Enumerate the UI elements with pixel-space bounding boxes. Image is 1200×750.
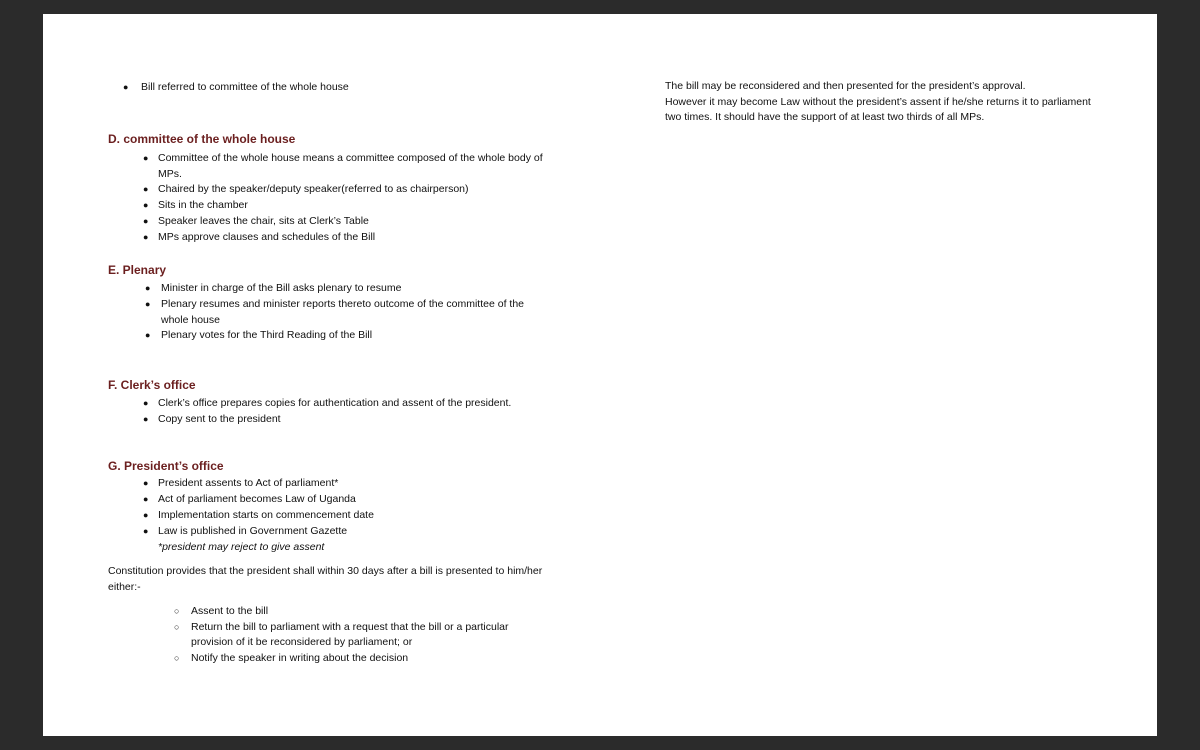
bullet-icon: ● [145,283,151,293]
section-e-item: Plenary resumes and minister reports thereto outcome of the committee of the [161,298,525,310]
document-page [43,14,1157,736]
constitution-paragraph-line: either:- [108,581,141,593]
section-d-item: Speaker leaves the chair, sits at Clerk’s Table [158,215,369,227]
right-paragraph-line: However it may become Law without the president’s assent if he/she returns it to parliament [665,96,1091,108]
option-item: Notify the speaker in writing about the decision [191,652,409,664]
intro-bullet-text: Bill referred to committee of the whole house [141,81,349,93]
circle-bullet-icon: ○ [174,653,180,663]
bullet-icon: ● [143,216,149,226]
bullet-icon: ● [143,494,149,504]
section-f-item: Clerk’s office prepares copies for authentication and assent of the president. [158,397,512,409]
section-d-heading: D. committee of the whole house [108,132,296,146]
bullet-icon: ● [143,153,149,163]
option-item: provision of it be reconsidered by parliament; or [191,636,413,648]
section-d-item: MPs approve clauses and schedules of the Bill [158,231,376,243]
section-f-item: Copy sent to the president [158,413,281,425]
option-item: Assent to the bill [191,605,269,617]
bullet-icon: ● [143,232,149,242]
bullet-icon: ● [143,510,149,520]
section-e-heading: E. Plenary [108,263,167,277]
section-g-item: Law is published in Government Gazette [158,525,348,537]
bullet-icon: ● [145,330,151,340]
section-d-item: MPs. [158,168,182,180]
section-d-item: Sits in the chamber [158,199,248,211]
right-paragraph-line: The bill may be reconsidered and then presented for the president’s approval. [665,80,1026,92]
circle-bullet-icon: ○ [174,622,180,632]
bullet-icon: ● [123,82,129,92]
bullet-icon: ● [143,414,149,424]
circle-bullet-icon: ○ [174,606,180,616]
bullet-icon: ● [143,478,149,488]
constitution-paragraph-line: Constitution provides that the president shall within 30 days after a bill is presented to him/her [108,565,543,577]
right-paragraph-line: two times. It should have the support of at least two thirds of all MPs. [665,111,985,123]
section-e-item: whole house [161,314,220,326]
bullet-icon: ● [143,184,149,194]
bullet-icon: ● [145,299,151,309]
bullet-icon: ● [143,200,149,210]
section-g-heading: G. President’s office [108,459,224,473]
section-g-item: Act of parliament becomes Law of Uganda [158,493,356,505]
section-e-item: Plenary votes for the Third Reading of the Bill [161,329,373,341]
section-e-item: Minister in charge of the Bill asks plenary to resume [161,282,402,294]
section-d-item: Committee of the whole house means a committee composed of the whole body of [158,152,543,164]
section-g-item: Implementation starts on commencement date [158,509,374,521]
section-g-note: *president may reject to give assent [158,541,325,553]
section-f-heading: F. Clerk’s office [108,378,196,392]
section-g-item: President assents to Act of parliament* [158,477,339,489]
section-d-item: Chaired by the speaker/deputy speaker(referred to as chairperson) [158,183,469,195]
option-item: Return the bill to parliament with a request that the bill or a particular [191,621,509,633]
bullet-icon: ● [143,398,149,408]
bullet-icon: ● [143,526,149,536]
